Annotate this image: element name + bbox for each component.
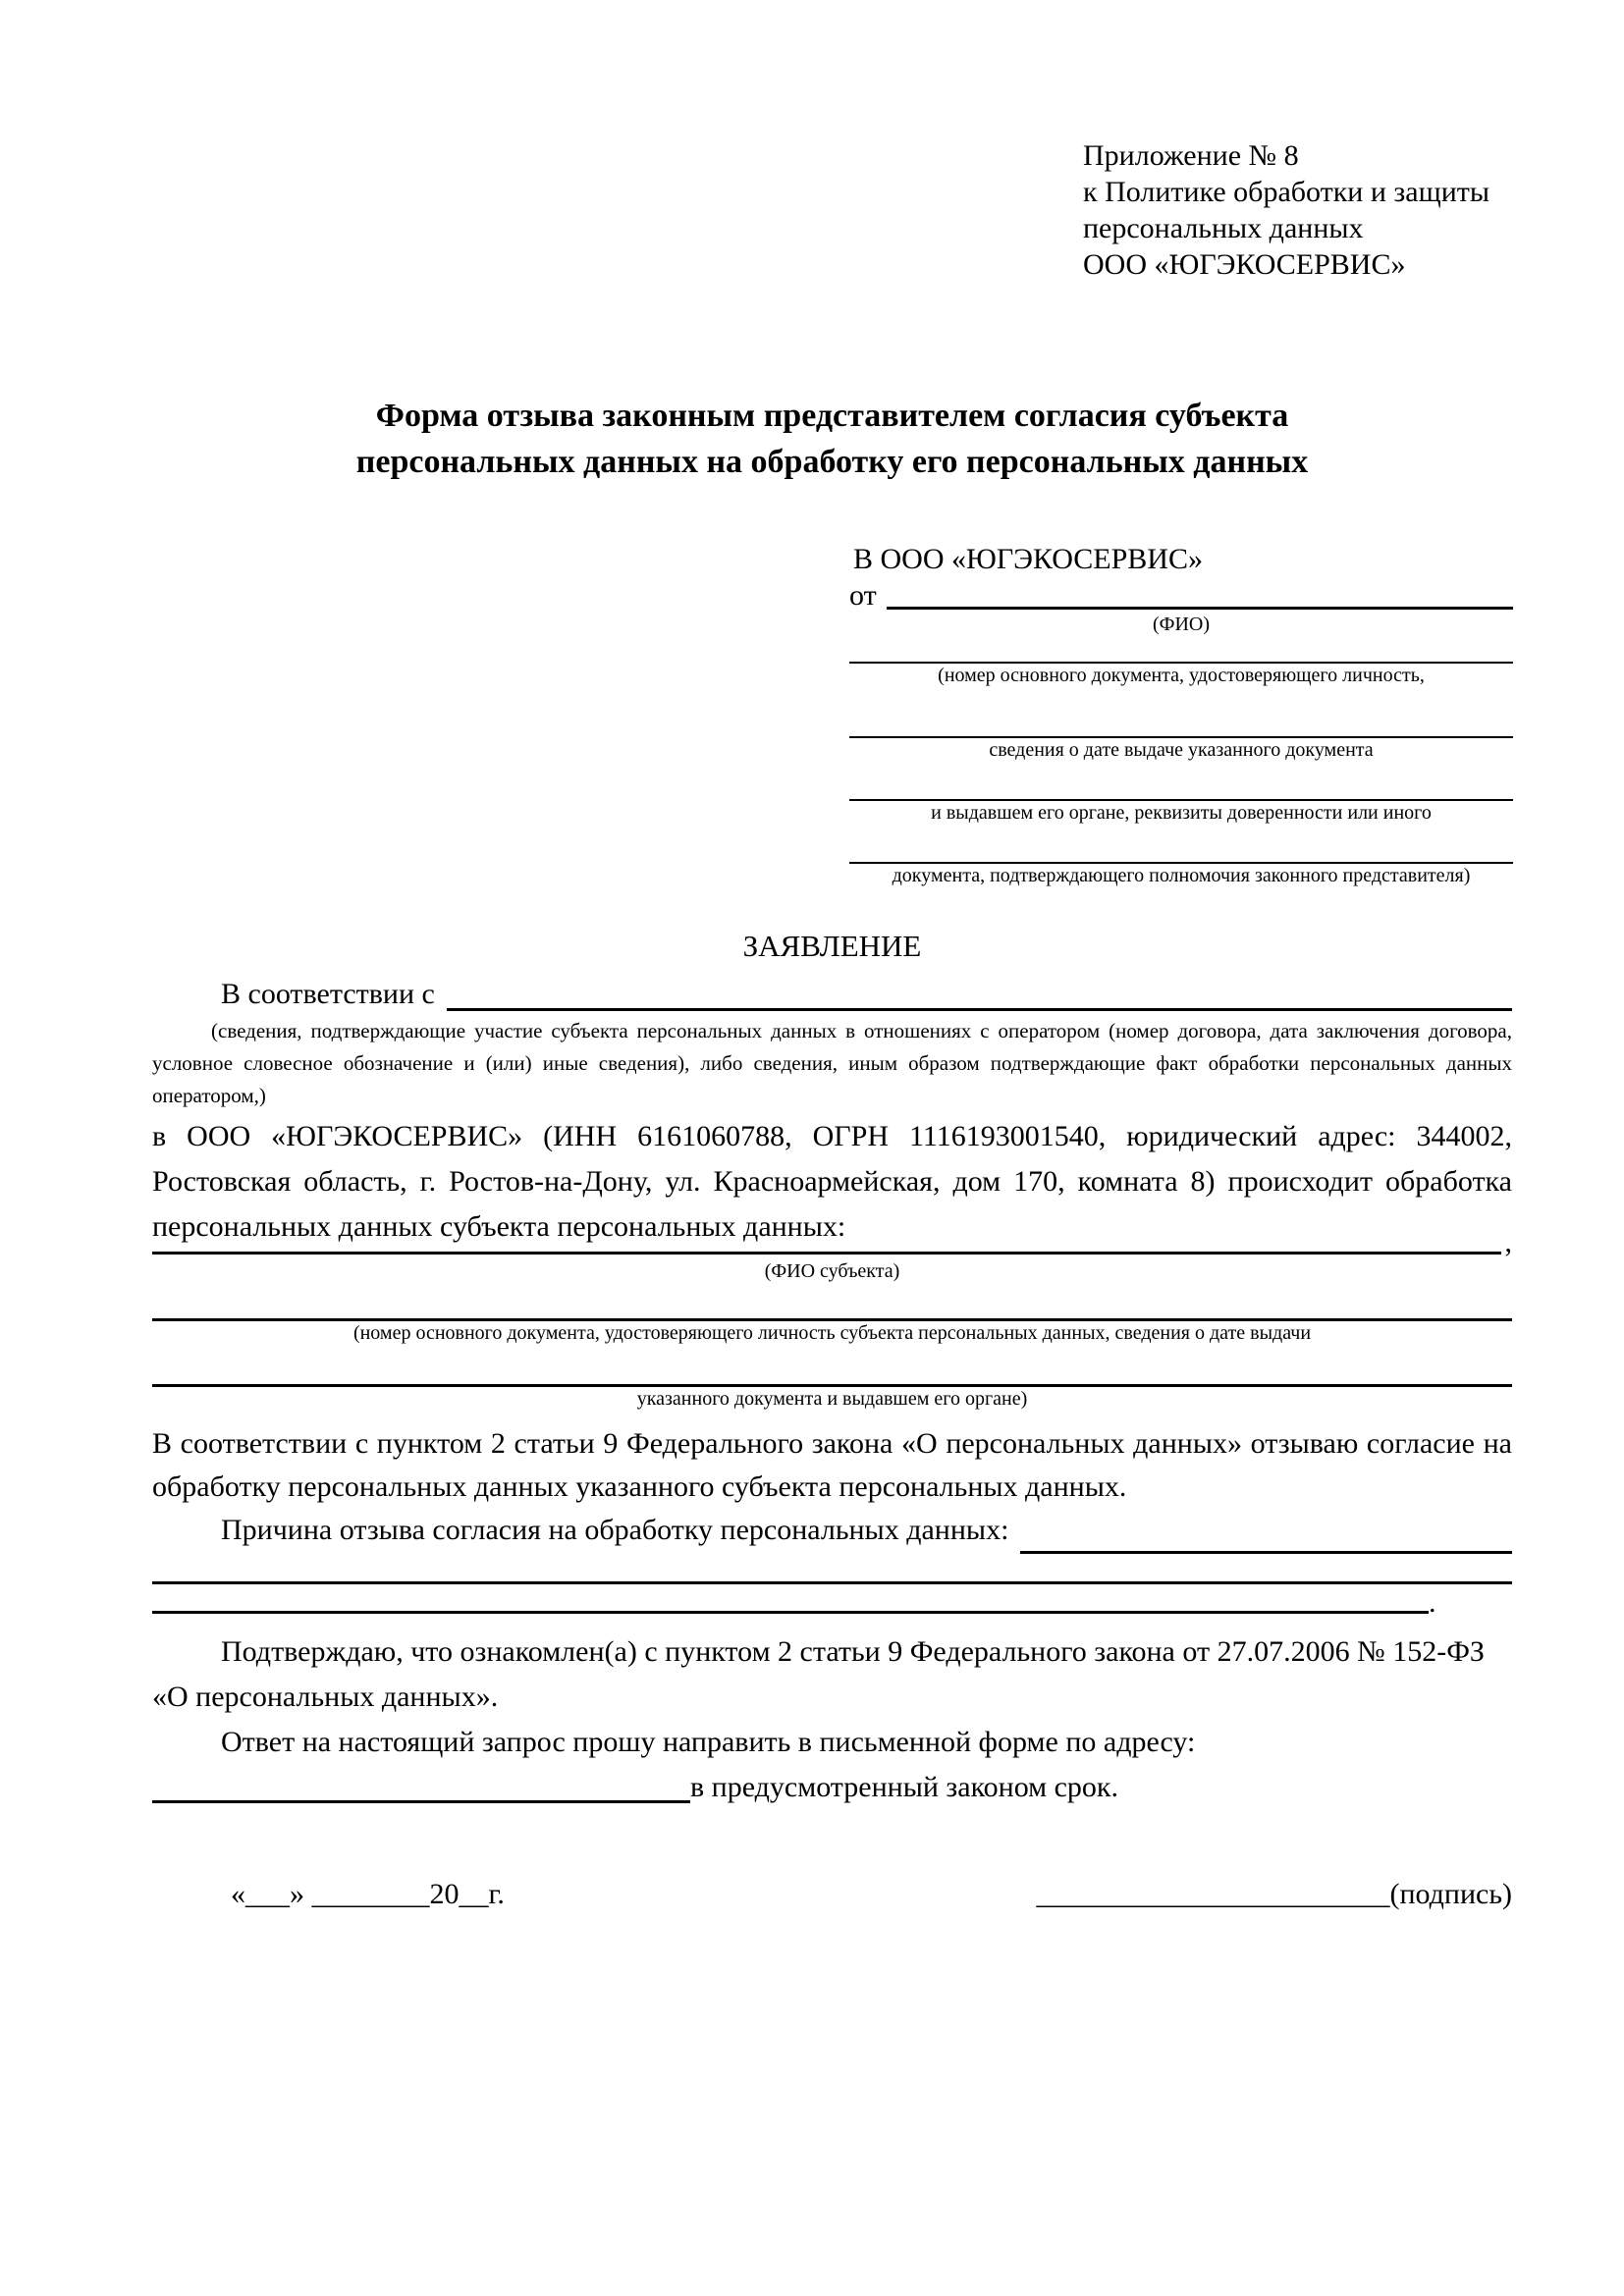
reply-paragraph: Ответ на настоящий запрос прошу направить в письменной форме по адресу: <box>221 1726 1196 1758</box>
field-caption: и выдавшем его органе, реквизиты доверенности или иного <box>931 802 1432 824</box>
subject-doc-blank-line <box>152 1283 1512 1321</box>
reason-blank-line <box>1020 1509 1512 1554</box>
document-title-line: Форма отзыва законным представителем согласия субъекта <box>375 398 1289 434</box>
reason-blank-line-3 <box>152 1611 1429 1614</box>
field-group <box>849 762 1513 825</box>
reply-tail-text: в предусмотренный законом срок. <box>690 1771 1118 1803</box>
appendix-header <box>1083 137 1512 283</box>
confirm-paragraph: Подтверждаю, что ознакомлен(а) с пунктом 2 статьи 9 Федерального закона от 27.07.2006 № 152-ФЗ «О персональных данных». <box>152 1635 1485 1713</box>
statement-heading: ЗАЯВЛЕНИЕ <box>742 929 922 963</box>
appendix-line: ООО «ЮГЭКОСЕРВИС» <box>1083 248 1406 281</box>
reason-blank-row-3 <box>152 1588 1512 1618</box>
appendix-line: персональных данных <box>1083 212 1364 244</box>
field-caption: указанного документа и выдавшем его органе) <box>636 1388 1028 1410</box>
document-title <box>152 393 1512 485</box>
field-group <box>849 825 1513 887</box>
addressee-block <box>849 540 1513 887</box>
subject-fio-blank-line <box>152 1252 1501 1255</box>
appendix-line: Приложение № 8 <box>1083 139 1299 172</box>
accordance-blank-line <box>447 980 1512 1011</box>
field-group <box>152 1345 1512 1411</box>
issuer-blank-line <box>849 762 1513 801</box>
withdraw-paragraph: В соответствии с пунктом 2 статьи 9 Федерального закона «О персональных данных» отзываю согласие на обработку персональных данных указанного субъекта персональных данных. <box>152 1427 1512 1503</box>
field-caption: (номер основного документа, удостоверяющего личность субъекта персональных данных, сведения о дате выдачи <box>352 1322 1312 1344</box>
field-caption: документа, подтверждающего полномочия законного представителя) <box>892 865 1471 886</box>
from-label: от <box>849 579 877 612</box>
addressee-to: В ООО «ЮГЭКОСЕРВИС» <box>853 543 1203 575</box>
date-blank-line: «___» ________20__г. <box>231 1878 505 1910</box>
reply-address-blank-line <box>152 1765 690 1803</box>
from-row <box>849 579 1513 613</box>
accordance-row <box>152 980 1512 1009</box>
field-caption: сведения о дате выдаче указанного документа <box>989 739 1374 761</box>
reason-label: Причина отзыва согласия на обработку персональных данных: <box>221 1514 1009 1546</box>
field-group <box>849 687 1513 762</box>
doc-number-blank-line <box>849 636 1513 664</box>
reason-blank-line-2 <box>152 1566 1512 1584</box>
authority-doc-blank-line <box>849 825 1513 864</box>
appendix-line: к Политике обработки и защиты <box>1083 176 1490 208</box>
accordance-label: В соответствии с <box>221 978 435 1010</box>
field-group <box>849 636 1513 687</box>
accordance-note: (сведения, подтверждающие участие субъекта персональных данных в отношениях с оператором (номер договора, дата заключения договора, условное словесное обозначение и (или) иные сведения), либо сведения, иным образом подтверждающие факт обработки персональных данных оператором,) <box>152 1019 1512 1107</box>
field-caption: (номер основного документа, удостоверяющего личность, <box>938 665 1425 686</box>
fio-caption: (ФИО) <box>1152 614 1210 635</box>
trailing-period: . <box>1429 1586 1436 1619</box>
fio-blank-line <box>887 579 1513 610</box>
document-title-line: персональных данных на обработку его персональных данных <box>355 444 1309 480</box>
reply-address-row <box>152 1765 1512 1810</box>
field-group <box>152 1283 1512 1345</box>
operator-paragraph: в ООО «ЮГЭКОСЕРВИС» (ИНН 6161060788, ОГРН 1116193001540, юридический адрес: 344002, Ростовская область, г. Ростов-на-Дону, ул. Красноармейская, дом 170, комната 8) происходит обработка персональных данных субъекта персональных данных: <box>152 1120 1512 1243</box>
signature-blank-line: ________________________(подпись) <box>1036 1878 1512 1910</box>
reason-row <box>152 1509 1512 1552</box>
issue-date-blank-line <box>849 687 1513 738</box>
subject-fio-caption: (ФИО субъекта) <box>764 1260 900 1282</box>
trailing-comma: , <box>1504 1226 1512 1258</box>
subject-doc-blank-line <box>152 1345 1512 1387</box>
footer-row <box>152 1875 1512 1914</box>
